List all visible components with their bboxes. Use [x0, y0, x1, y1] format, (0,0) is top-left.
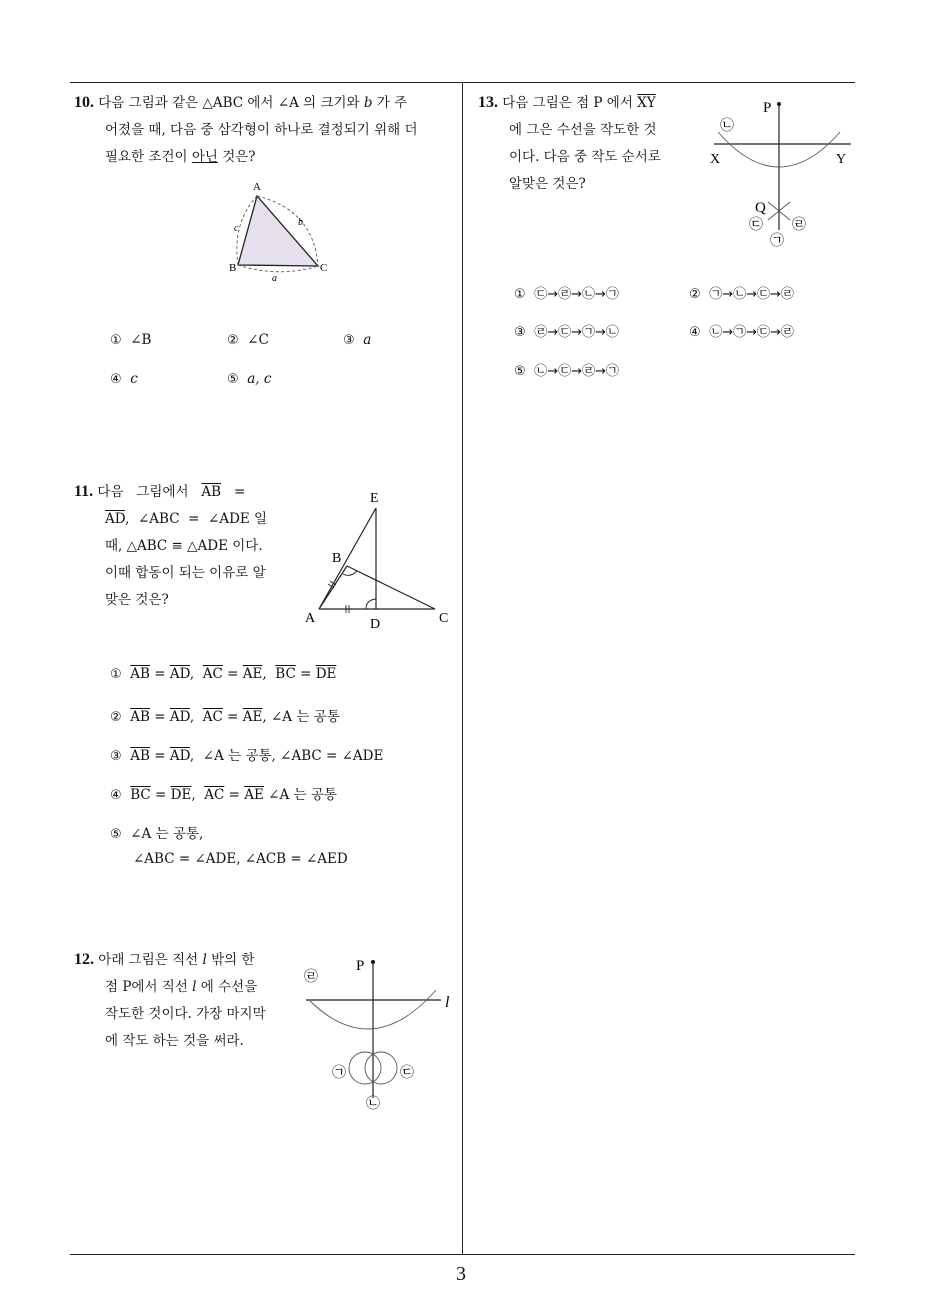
q10-choice-4[interactable]: ④ c [110, 371, 138, 387]
label-k2: ㉡ [720, 119, 734, 134]
question-10-stem: 10. 다음 그림과 같은 △ABC 에서 ∠A 의 크기와 b 가 주 어졌을 때, 다음 중 삼각형이 하나로 결정되기 위해 더 필요한 조건이 아닌 것은? [74, 94, 418, 165]
vertex-b-label: B [229, 262, 237, 274]
q10-choice-2[interactable]: ② ∠C [227, 332, 269, 348]
point-p-label: P [763, 100, 772, 116]
q10-choice-3[interactable]: ③ a [343, 332, 372, 348]
vertex-c-label: C [439, 611, 449, 626]
vertex-e-label: E [370, 491, 379, 506]
line-l-label: l [445, 994, 450, 1011]
q11-triangle-figure [300, 486, 460, 632]
q10-choice-1[interactable]: ① ∠B [110, 332, 152, 348]
question-number: 11. [74, 483, 94, 500]
label-k4: ㉣ [304, 970, 318, 985]
side-b-label: b [298, 217, 303, 228]
q11-choice-3[interactable]: ③ $\overline{AB} = \overline{AD}$, ∠A 는 공통, ∠ABC = ∠ADE [110, 748, 384, 764]
vertex-d-label: D [370, 617, 381, 632]
page-number: 3 [456, 1263, 466, 1285]
vertex-b-label: B [332, 551, 342, 566]
q10-triangle-figure [222, 178, 337, 283]
q12-perpendicular-figure [296, 950, 466, 1115]
q13-perpendicular-figure [706, 92, 864, 252]
segment-ae [319, 508, 376, 609]
question-10 [74, 89, 459, 171]
q13-choice-1[interactable]: ① ㉢→㉣→㉡→㉠ [514, 287, 619, 302]
q13-choice-5[interactable]: ⑤ ㉡→㉢→㉣→㉠ [514, 364, 619, 379]
point-q-label: Q [755, 200, 766, 216]
point-y-label: Y [836, 152, 847, 167]
q11-choice-5[interactable]: ⑤ ∠A 는 공통, ∠ABC = ∠ADE, ∠ACB = ∠AED [110, 826, 348, 867]
question-number: 12. [74, 951, 94, 968]
q10-choice-5[interactable]: ⑤ a, c [227, 371, 272, 387]
label-k3: ㉢ [400, 1066, 414, 1081]
question-13-stem: 13. 다음 그림은 점 P 에서 $\overline{XY}$ 에 그은 수선을 작도한 것 이다. 다음 중 작도 순서로 알맞은 것은? [478, 94, 661, 192]
label-k1: ㉠ [770, 234, 784, 249]
segment-bc [347, 566, 435, 609]
triangle-abc [238, 196, 318, 266]
angle-mark-b [343, 571, 357, 575]
side-a-label: a [272, 273, 277, 283]
vertex-a-label: A [253, 181, 261, 193]
question-number: 13. [478, 94, 498, 111]
bottom-rule [70, 1254, 855, 1255]
label-k1: ㉠ [332, 1066, 346, 1081]
side-c-label: c [234, 223, 239, 234]
q13-choice-2[interactable]: ② ㉠→㉡→㉢→㉣ [689, 287, 794, 302]
q13-choice-3[interactable]: ③ ㉣→㉢→㉠→㉡ [514, 325, 619, 340]
vertex-c-label: C [320, 262, 328, 274]
point-x-label: X [710, 152, 721, 167]
q11-choice-2[interactable]: ② $\overline{AB} = \overline{AD}$, $\overline{AC} = \overline{AE}$, ∠A 는 공통 [110, 709, 340, 725]
point-p-label: P [356, 958, 365, 974]
label-k4: ㉣ [792, 218, 806, 233]
label-k3: ㉢ [749, 218, 763, 233]
q11-choice-4[interactable]: ④ $\overline{BC} = \overline{DE}$, $\overline{AC} = \overline{AE}$ ∠A 는 공통 [110, 787, 337, 803]
question-11-stem: 11. 다음 그림에서 $\overline{AB}$ = $\overline{AD}$, ∠ABC = ∠ADE 일 때, △ABC ≡ △ADE 이다. 이때 합동이 되는 이유로 알 맞은 것은? [74, 483, 268, 608]
q13-choice-4[interactable]: ④ ㉡→㉠→㉢→㉣ [689, 325, 794, 340]
label-k2: ㉡ [366, 1097, 380, 1112]
question-number: 10. [74, 94, 94, 111]
vertex-a-label: A [305, 611, 316, 626]
q11-choice-1[interactable]: ① $\overline{AB} = \overline{AD}$, $\overline{AC} = \overline{AE}$, $\overline{BC} = \overline{DE}$ [110, 666, 337, 682]
question-12-stem: 12. 아래 그림은 직선 l 밖의 한 점 P에서 직선 l 에 수선을 작도한 것이다. 가장 마지막 에 작도 하는 것을 써라. [74, 951, 266, 1049]
angle-mark-d [366, 599, 376, 609]
